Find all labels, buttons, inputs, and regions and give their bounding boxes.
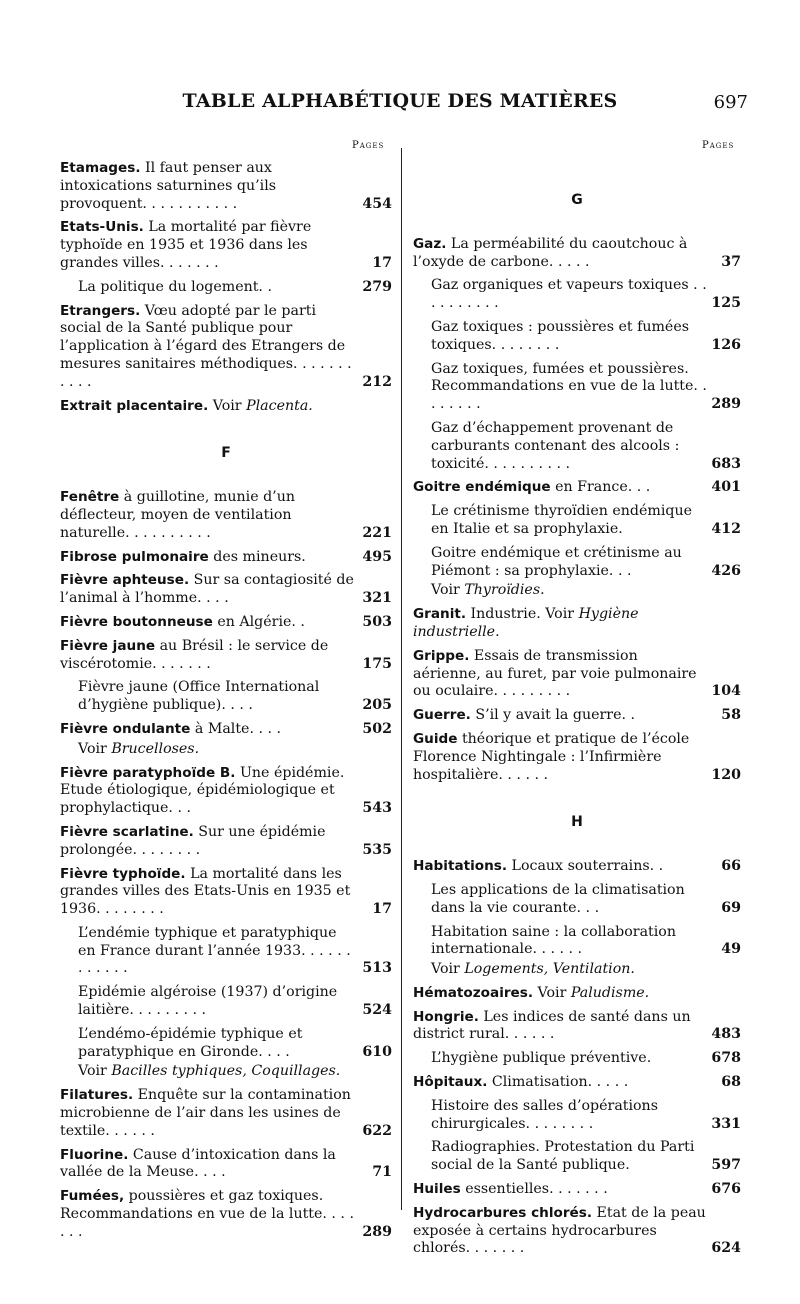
page-ref: 37 xyxy=(721,253,741,270)
page-ref: 543 xyxy=(362,800,392,817)
index-subentry: Gaz d’échappement provenant de carburants contenant des alcools : toxicité. . . . . . . . . . 683 xyxy=(431,419,741,472)
index-entry: Habitations. Locaux souterrains. . 66 xyxy=(413,858,741,875)
index-subentry: L’hygiène publique préventive. 678 xyxy=(431,1050,741,1067)
page-number: 697 xyxy=(713,92,748,113)
index-entry: Fièvre scarlatine. Sur une épidémie prolongée. . . . . . . . 535 xyxy=(60,823,392,858)
index-subentry: Gaz toxiques : poussières et fumées toxiques. . . . . . . . 126 xyxy=(431,318,741,353)
index-entry: Hématozoaires. Voir Paludisme. xyxy=(413,984,650,1001)
index-entry: Fièvre jaune au Brésil : le service de viscérotomie. . . . . . . 175 xyxy=(60,637,392,672)
page-ref: 401 xyxy=(711,479,741,496)
column-divider xyxy=(401,148,402,1210)
page-ref: 495 xyxy=(362,548,392,565)
page-ref: 49 xyxy=(721,941,741,958)
page-ref: 205 xyxy=(362,697,392,714)
index-subentry: Gaz toxiques, fumées et poussières. Recommandations en vue de la lutte. . . . . . . . 289 xyxy=(431,360,741,413)
page-ref: 175 xyxy=(362,655,392,672)
page-ref: 624 xyxy=(711,1240,741,1257)
page-ref: 683 xyxy=(711,455,741,472)
index-entry: Gaz. La perméabilité du caoutchouc à l’oxyde de carbone. . . . . 37 xyxy=(413,235,741,270)
page-ref: 120 xyxy=(711,766,741,783)
page-ref: 126 xyxy=(711,336,741,353)
index-subentry: Les applications de la climatisation dans la vie courante. . . 69 xyxy=(431,881,741,916)
page-ref: 66 xyxy=(721,858,741,875)
section-letter-f: F xyxy=(221,445,231,462)
page-ref: 289 xyxy=(362,1223,392,1240)
index-subentry: Epidémie algéroise (1937) d’origine laitière. . . . . . . . . 524 xyxy=(78,984,392,1019)
page-ref: 71 xyxy=(372,1164,392,1181)
page-ref: 289 xyxy=(711,396,741,413)
page-ref: 483 xyxy=(711,1026,741,1043)
page-ref: 104 xyxy=(711,683,741,700)
index-subentry: Le crétinisme thyroïdien endémique en Italie et sa prophylaxie. 412 xyxy=(431,503,741,537)
see-reference: Voir Logements, Ventilation. xyxy=(431,961,635,978)
section-letter-g: G xyxy=(571,192,583,208)
index-entry: Huiles essentielles. . . . . . . 676 xyxy=(413,1181,741,1198)
pages-label-right: Pages xyxy=(702,140,735,151)
section-letter-h: H xyxy=(571,814,583,831)
page-ref: 610 xyxy=(362,1043,392,1060)
index-entry: Hongrie. Les indices de santé dans un district rural. . . . . . 483 xyxy=(413,1008,741,1043)
index-entry: Etrangers. Vœu adopté par le parti social de la Santé publique pour l’application à l’égard des Etrangers de mesures sanitaires méthodiques. . . . . . . . . . . 212 xyxy=(60,302,392,390)
index-subentry: Goitre endémique et crétinisme au Piémont : sa prophylaxie. . . 426 xyxy=(431,544,741,579)
page-ref: 212 xyxy=(362,373,392,390)
index-entry: Etats-Unis. La mortalité par fièvre typhoïde en 1935 et 1936 dans les grandes villes. . . . . . . 17 xyxy=(60,219,392,271)
page-ref: 58 xyxy=(721,707,741,724)
index-entry: Fièvre boutonneuse en Algérie. . 503 xyxy=(60,613,392,630)
index-entry: Fièvre typhoïde. La mortalité dans les grandes villes des Etats-Unis en 1935 et 1936. . . . . . . . 17 xyxy=(60,865,392,918)
page-ref: 513 xyxy=(362,960,392,977)
page-ref: 676 xyxy=(711,1181,741,1198)
page-ref: 426 xyxy=(711,562,741,579)
index-entry: Guerre. S’il y avait la guerre. . 58 xyxy=(413,707,741,724)
page-ref: 279 xyxy=(362,278,392,295)
index-subentry: La politique du logement. . 279 xyxy=(78,278,392,295)
index-entry: Fluorine. Cause d’intoxication dans la vallée de la Meuse. . . . 71 xyxy=(60,1146,392,1181)
index-entry: Extrait placentaire. Voir Placenta. xyxy=(60,397,313,414)
index-entry: Fibrose pulmonaire des mineurs. 495 xyxy=(60,548,392,565)
see-reference: Voir Bacilles typhiques, Coquillages. xyxy=(78,1063,341,1080)
index-entry: Granit. Industrie. Voir Hygiène industrielle. xyxy=(413,606,639,640)
index-subentry: Gaz organiques et vapeurs toxiques . . . . . . . . . . 125 xyxy=(431,277,741,312)
page-ref: 524 xyxy=(362,1002,392,1019)
index-entry: Fièvre paratyphoïde B. Une épidémie. Etude étiologique, épidémiologique et prophylactique. . . 543 xyxy=(60,764,392,817)
index-entry: Hôpitaux. Climatisation. . . . . 68 xyxy=(413,1074,741,1091)
index-entry: Fièvre aphteuse. Sur sa contagiosité de l’animal à l’homme. . . . 321 xyxy=(60,572,392,607)
page-ref: 622 xyxy=(362,1122,392,1139)
index-subentry: Histoire des salles d’opérations chirurgicales. . . . . . . . 331 xyxy=(431,1097,741,1132)
page-ref: 69 xyxy=(721,899,741,916)
page-ref: 68 xyxy=(721,1074,741,1091)
page-ref: 221 xyxy=(362,524,392,541)
page-ref: 331 xyxy=(711,1115,741,1132)
page-ref: 502 xyxy=(362,720,392,737)
index-subentry: Radiographies. Protestation du Parti social de la Santé publique. 597 xyxy=(431,1139,741,1174)
page-ref: 535 xyxy=(362,841,392,858)
index-subentry: L’endémo-épidémie typhique et paratyphique en Gironde. . . . 610 xyxy=(78,1025,392,1060)
page-ref: 503 xyxy=(362,613,392,630)
index-subentry: Habitation saine : la collaboration internationale. . . . . . 49 xyxy=(431,923,741,958)
page-ref: 678 xyxy=(711,1050,741,1067)
see-reference: Voir Thyroïdies. xyxy=(431,582,545,599)
page-ref: 321 xyxy=(362,590,392,607)
page-ref: 17 xyxy=(372,901,392,918)
index-subentry: Fièvre jaune (Office International d’hygiène publique). . . . 205 xyxy=(78,679,392,714)
index-entry: Filatures. Enquête sur la contamination microbienne de l’air dans les usines de textile. . . . . . 622 xyxy=(60,1087,392,1139)
right-column xyxy=(413,160,741,1264)
index-entry: Hydrocarbures chlorés. Etat de la peau exposée à certains hydrocarbures chlorés. . . . . . . 624 xyxy=(413,1204,741,1257)
pages-label-left: Pages xyxy=(352,140,385,151)
page-ref: 412 xyxy=(711,520,741,537)
page-ref: 454 xyxy=(362,195,392,212)
index-subentry: L’endémie typhique et paratyphique en France durant l’année 1933. . . . . . . . . . . . 513 xyxy=(78,924,392,977)
index-entry: Goitre endémique en France. . . 401 xyxy=(413,479,741,496)
index-entry: Fumées, poussières et gaz toxiques. Recommandations en vue de la lutte. . . . . . . 289 xyxy=(60,1188,392,1240)
index-entry: Grippe. Essais de transmission aérienne, au furet, par voie pulmonaire ou oculaire. . . . . . . . . 104 xyxy=(413,647,741,700)
index-entry: Etamages. Il faut penser aux intoxications saturnines qu’ils provoquent. . . . . . . . . . . 454 xyxy=(60,160,392,212)
left-column xyxy=(60,160,392,1248)
page-ref: 597 xyxy=(711,1157,741,1174)
page-title: TABLE ALPHABÉTIQUE DES MATIÈRES xyxy=(182,90,618,112)
page-ref: 17 xyxy=(372,254,392,271)
index-entry: Guide théorique et pratique de l’école Florence Nightingale : l’Infirmière hospitalière. . . . . . 120 xyxy=(413,730,741,783)
index-entry: Fièvre ondulante à Malte. . . . 502 xyxy=(60,720,392,737)
page-ref: 125 xyxy=(711,295,741,312)
see-reference: Voir Brucelloses. xyxy=(78,740,200,757)
index-entry: Fenêtre à guillotine, munie d’un déflecteur, moyen de ventilation naturelle. . . . . . . . . . 221 xyxy=(60,489,392,541)
